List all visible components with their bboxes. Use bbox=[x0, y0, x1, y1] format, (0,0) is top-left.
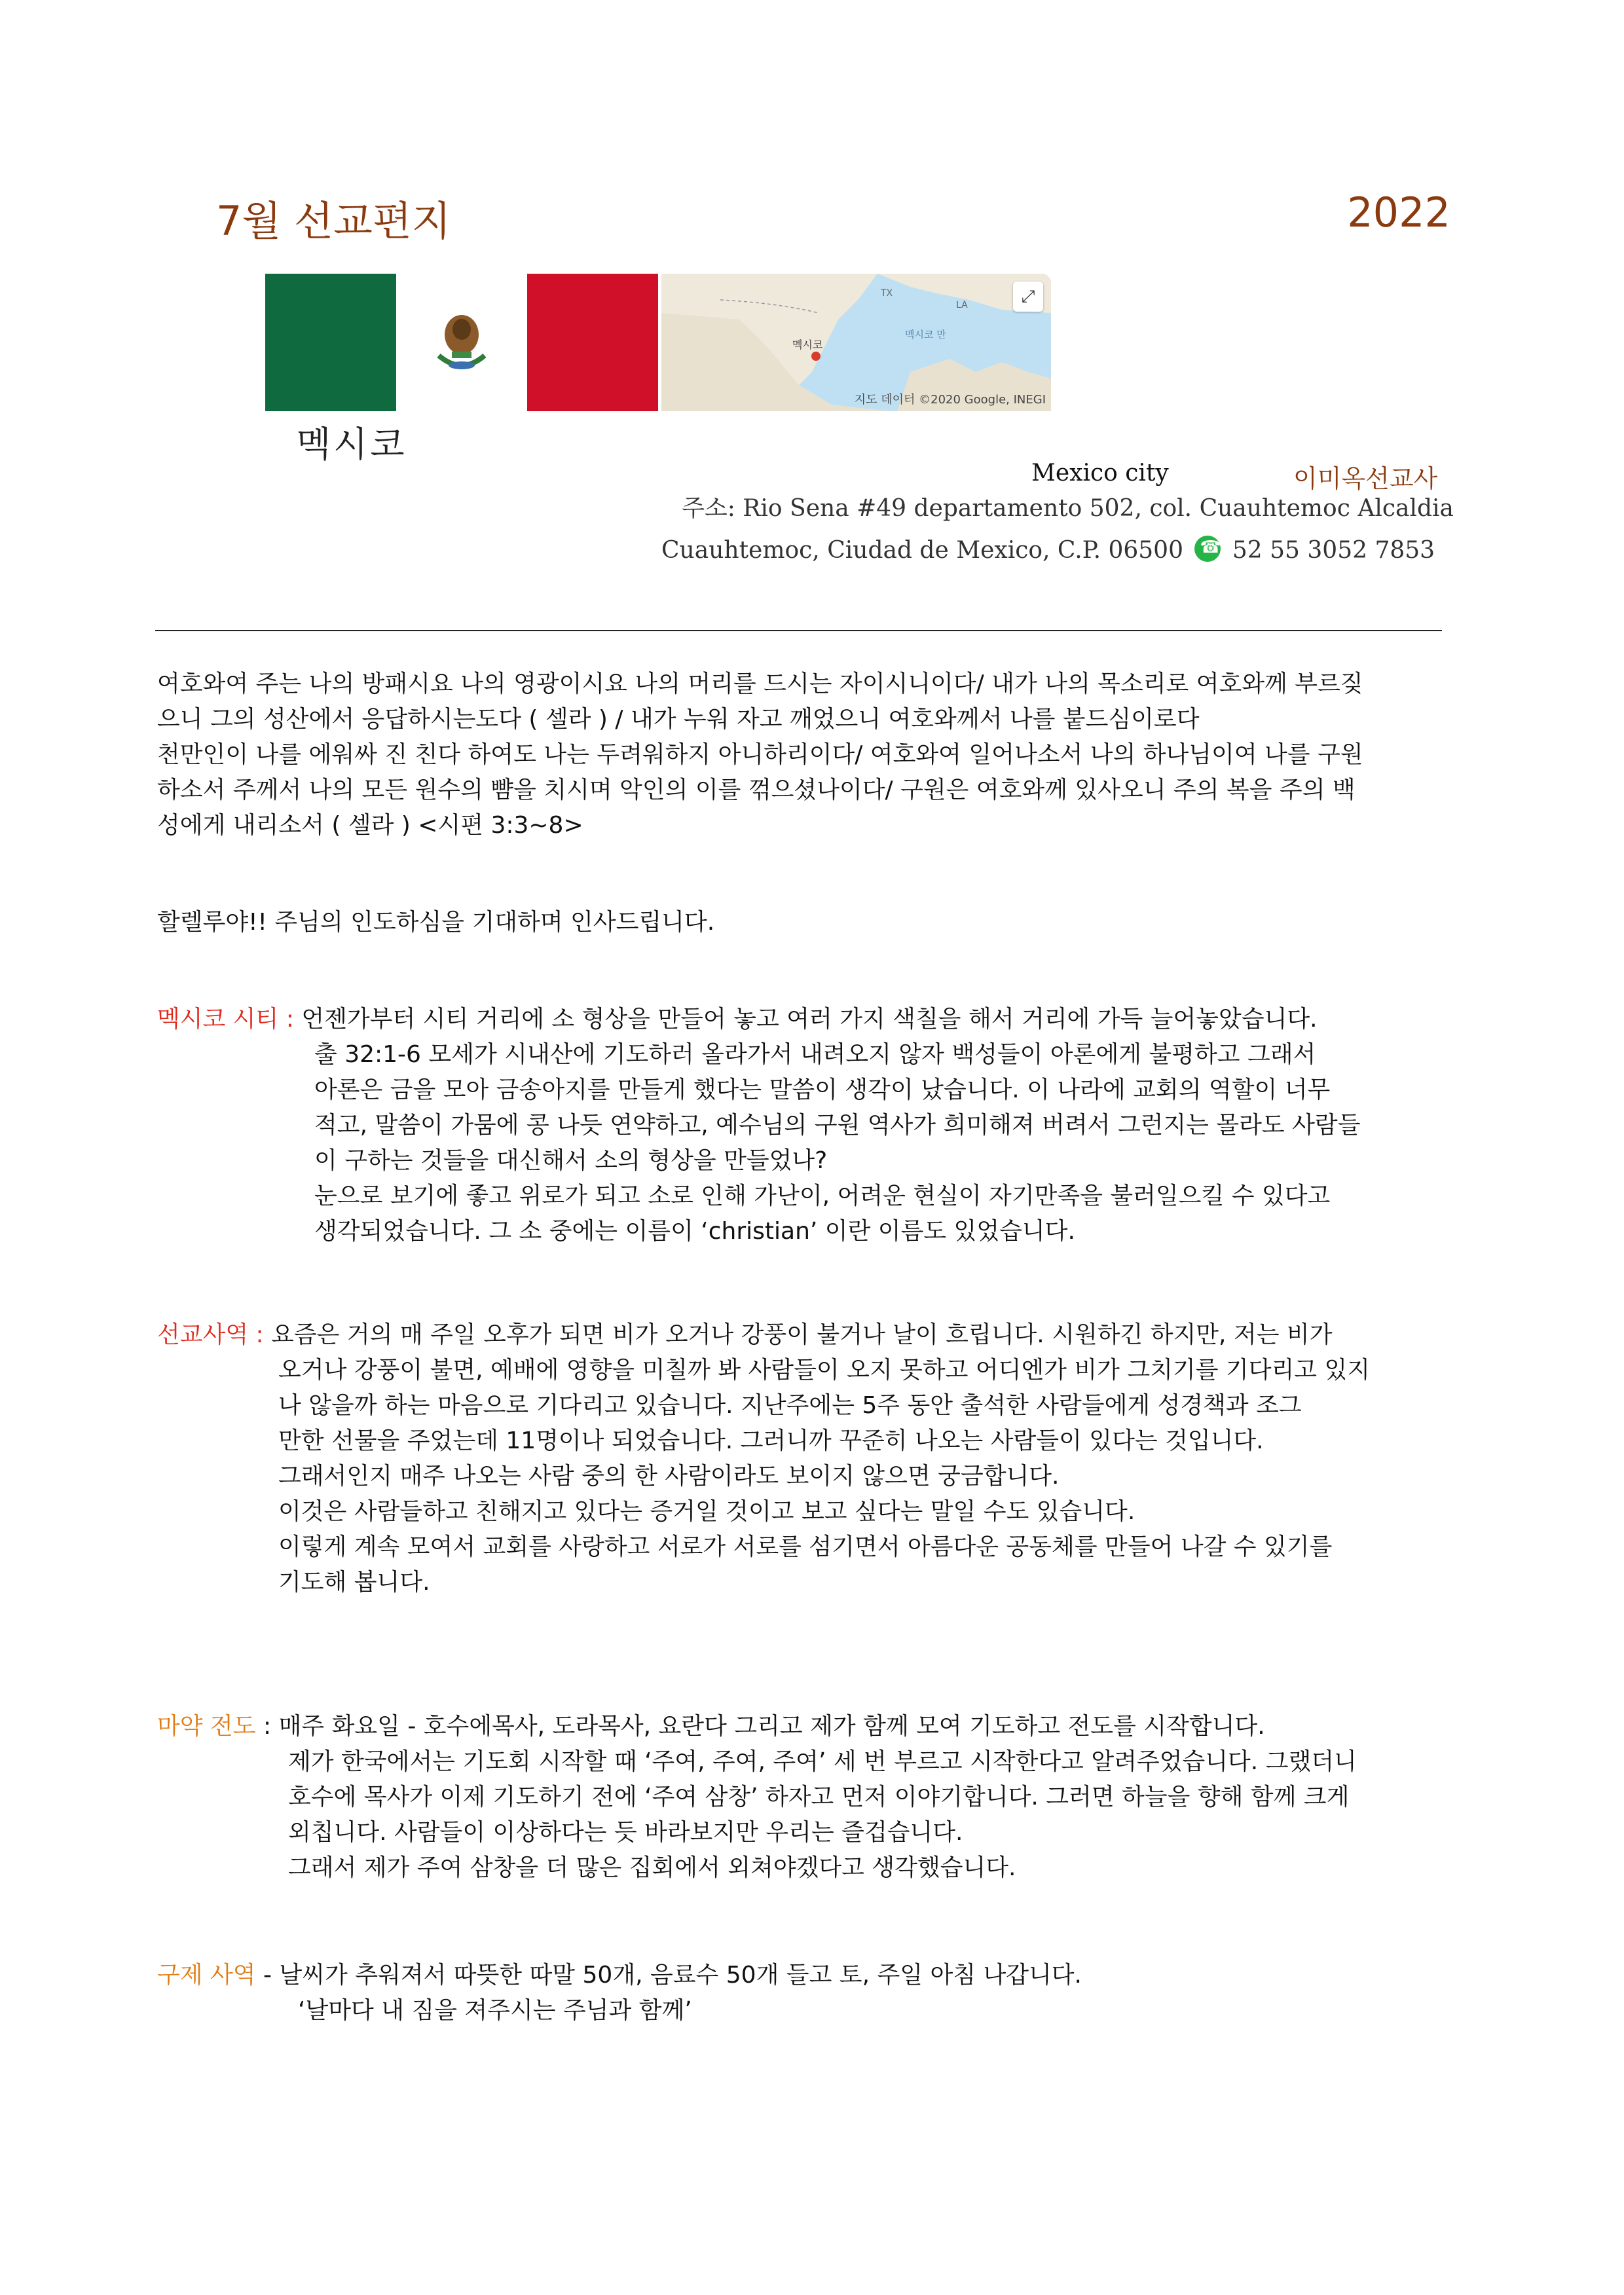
map-label-gulf: 멕시코 만 bbox=[905, 329, 946, 340]
scripture-verse bbox=[157, 667, 1363, 843]
section-label: 선교사역 : bbox=[157, 1321, 272, 1348]
section-line: 외칩니다. 사람들이 이상하다는 듯 바라보지만 우리는 즐겁습니다. bbox=[288, 1819, 963, 1846]
address-line-1: 주소: Rio Sena #49 departamento 502, col. Cuauhtemoc Alcaldia bbox=[682, 495, 1454, 522]
verse-line: 하소서 주께서 나의 모든 원수의 뺨을 치시며 악인의 이를 꺾으셨나이다/ 구원은 여호와께 있사오니 주의 복을 주의 백 bbox=[157, 777, 1356, 803]
verse-line: 으니 그의 성산에서 응답하시는도다 ( 셀라 ) / 내가 누워 자고 깨었으니 여호와께서 나를 붙드심이로다 bbox=[157, 706, 1200, 733]
section-first-line: : 매주 화요일 - 호수에목사, 도라목사, 요란다 그리고 제가 함께 모여 기도하고 전도를 시작합니다. bbox=[255, 1713, 1265, 1740]
header-image bbox=[265, 274, 1051, 465]
section-line: 나 않을까 하는 마음으로 기다리고 있습니다. 지난주에는 5주 동안 출석한 사람들에게 성경책과 조그 bbox=[278, 1392, 1302, 1419]
verse-line: 천만인이 나를 에워싸 진 친다 하여도 나는 두려워하지 아니하리이다/ 여호와여 일어나소서 나의 하나님이여 나를 구원 bbox=[157, 741, 1363, 768]
section-line: 이 구하는 것들을 대신해서 소의 형상을 만들었나? bbox=[314, 1147, 828, 1174]
letter-year: 2022 bbox=[1347, 189, 1450, 236]
section-line: 호수에 목사가 이제 기도하기 전에 ‘주여 삼창’ 하자고 먼저 이야기합니다. 그러면 하늘을 향해 함께 크게 bbox=[288, 1784, 1350, 1810]
section-first-line: 언젠가부터 시티 거리에 소 형상을 만들어 놓고 여러 가지 색칠을 해서 거리에 가득 늘어놓았습니다. bbox=[301, 1006, 1318, 1033]
section-line: 출 32:1-6 모세가 시내산에 기도하러 올라가서 내려오지 않자 백성들이 아론에게 불평하고 그래서 bbox=[314, 1041, 1316, 1068]
greeting: 할렐루야!! 주님의 인도하심을 기대하며 인사드립니다. bbox=[157, 909, 715, 936]
mexico-flag bbox=[265, 274, 658, 411]
eagle-emblem-icon bbox=[432, 303, 491, 375]
section-drug-evangelism bbox=[157, 1709, 1357, 1886]
section-relief-work bbox=[157, 1958, 1082, 2029]
section-line: 만한 선물을 주었는데 11명이나 되었습니다. 그러니까 꾸준히 나오는 사람들이 있다는 것입니다. bbox=[278, 1427, 1264, 1454]
map-attribution: 지도 데이터 ©2020 Google, INEGI bbox=[854, 393, 1046, 407]
expand-map-icon[interactable]: ⤢ bbox=[1013, 282, 1043, 312]
section-line: 오거나 강풍이 불면, 예배에 영향을 미칠까 봐 사람들이 오지 못하고 어디엔가 비가 그치기를 기다리고 있지 bbox=[278, 1357, 1371, 1384]
city-name: Mexico city bbox=[1031, 460, 1169, 487]
letter-title: 7월 선교편지 bbox=[216, 197, 451, 245]
section-line: 적고, 말씀이 가뭄에 콩 나듯 연약하고, 예수님의 구원 역사가 희미해져 버려서 그런지는 몰라도 사람들 bbox=[314, 1112, 1361, 1139]
address-line-2 bbox=[661, 536, 1435, 564]
section-label: 구제 사역 bbox=[157, 1962, 256, 1989]
section-line: 이것은 사람들하고 친해지고 있다는 증거일 것이고 보고 싶다는 말일 수도 있습니다. bbox=[278, 1498, 1135, 1525]
address-line-2-text: Cuauhtemoc, Ciudad de Mexico, C.P. 06500 bbox=[661, 537, 1183, 564]
section-line: 그래서인지 매주 나오는 사람 중의 한 사람이라도 보이지 않으면 궁금합니다. bbox=[278, 1463, 1060, 1490]
country-name: 멕시코 bbox=[297, 424, 407, 465]
section-line: ‘날마다 내 짐을 져주시는 주님과 함께’ bbox=[298, 1997, 692, 2024]
section-mexico-city bbox=[157, 1002, 1360, 1249]
section-line: 기도해 봅니다. bbox=[278, 1569, 430, 1596]
section-line: 그래서 제가 주여 삼창을 더 많은 집회에서 외쳐야겠다고 생각했습니다. bbox=[288, 1854, 1016, 1881]
map-label-tx: TX bbox=[881, 288, 893, 299]
header-divider bbox=[155, 630, 1442, 631]
section-label: 멕시코 시티 : bbox=[157, 1006, 302, 1033]
section-line: 이렇게 계속 모여서 교회를 사랑하고 서로가 서로를 섬기면서 아름다운 공동체를 만들어 나갈 수 있기를 bbox=[278, 1533, 1333, 1560]
section-mission-work bbox=[157, 1317, 1370, 1600]
section-line: 생각되었습니다. 그 소 중에는 이름이 ‘christian’ 이란 이름도 있었습니다. bbox=[314, 1218, 1075, 1245]
missionary-name: 이미옥선교사 bbox=[1293, 464, 1438, 493]
phone-number: 52 55 3052 7853 bbox=[1232, 537, 1435, 564]
section-first-line: 요즘은 거의 매 주일 오후가 되면 비가 오거나 강풍이 불거나 날이 흐립니다. 시원하긴 하지만, 저는 비가 bbox=[271, 1321, 1333, 1348]
map-label-mexico: 멕시코 bbox=[792, 339, 823, 351]
section-line: 아론은 금을 모아 금송아지를 만들게 했다는 말씀이 생각이 났습니다. 이 나라에 교회의 역할이 너무 bbox=[314, 1076, 1331, 1103]
section-label: 마약 전도 bbox=[157, 1713, 256, 1740]
verse-line: 성에게 내리소서 ( 셀라 ) <시편 3:3~8> bbox=[157, 812, 583, 839]
section-first-line: - 날씨가 추워져서 따뜻한 따말 50개, 음료수 50개 들고 토, 주일 아침 나갑니다. bbox=[255, 1962, 1082, 1989]
verse-line: 여호와여 주는 나의 방패시요 나의 영광이시요 나의 머리를 드시는 자이시니이다/ 내가 나의 목소리로 여호와께 부르짖 bbox=[157, 670, 1363, 697]
map-label-la: LA bbox=[956, 300, 968, 310]
phone-icon bbox=[1194, 536, 1221, 562]
country-caption bbox=[265, 411, 1051, 465]
section-line: 눈으로 보기에 좋고 위로가 되고 소로 인해 가난이, 어려운 현실이 자기만족을 불러일으킬 수 있다고 bbox=[314, 1183, 1331, 1209]
location-map[interactable] bbox=[661, 274, 1051, 411]
section-line: 제가 한국에서는 기도회 시작할 때 ‘주여, 주여, 주여’ 세 번 부르고 시작한다고 알려주었습니다. 그랬더니 bbox=[288, 1748, 1357, 1775]
